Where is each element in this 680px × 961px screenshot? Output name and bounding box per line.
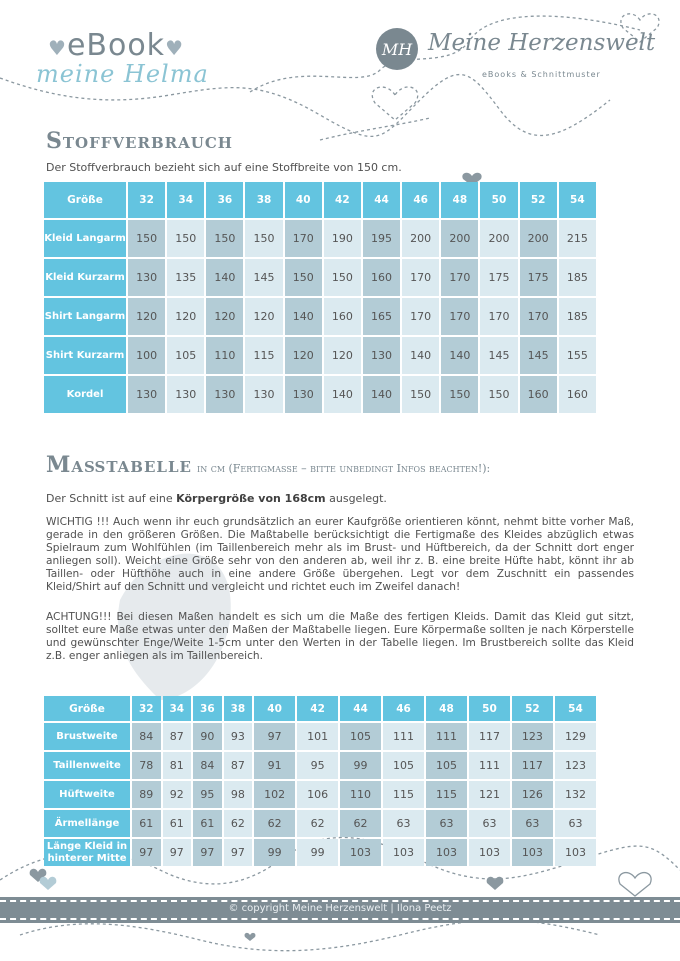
table-row <box>44 259 596 296</box>
masstabelle-title: Maßtabelle <box>46 452 192 478</box>
table-cell: 140 <box>441 337 478 374</box>
table-row <box>44 752 596 779</box>
table-cell: 200 <box>520 220 557 257</box>
size-header-cell: 52 <box>512 696 553 721</box>
table-cell: 105 <box>340 723 381 750</box>
brand-tagline: eBooks & Schnittmuster <box>482 70 601 79</box>
table-cell: 111 <box>383 723 424 750</box>
table-cell: 150 <box>402 376 439 413</box>
table-cell: 90 <box>193 723 222 750</box>
table-cell: 62 <box>254 810 295 837</box>
table-cell: 91 <box>254 752 295 779</box>
size-header-cell: 52 <box>520 182 557 218</box>
table-cell: 170 <box>480 298 517 335</box>
row-label: Hüftweite <box>44 781 130 808</box>
table-cell: 130 <box>245 376 282 413</box>
table-cell: 63 <box>426 810 467 837</box>
row-label: Taillenweite <box>44 752 130 779</box>
size-header-cell: 40 <box>285 182 322 218</box>
table-cell: 62 <box>340 810 381 837</box>
ebook-label: eBook <box>66 28 166 63</box>
row-label: Shirt Langarm <box>44 298 126 335</box>
table-cell: 115 <box>245 337 282 374</box>
table-cell: 150 <box>441 376 478 413</box>
table-cell: 130 <box>363 337 400 374</box>
size-header-cell: 42 <box>324 182 361 218</box>
size-header-cell: 36 <box>206 182 243 218</box>
table-row <box>44 337 596 374</box>
table-cell: 93 <box>224 723 253 750</box>
table-cell: 111 <box>426 723 467 750</box>
table-cell: 155 <box>559 337 596 374</box>
table-cell: 130 <box>128 259 165 296</box>
table-row <box>44 839 596 866</box>
table-cell: 97 <box>224 839 253 866</box>
table-cell: 150 <box>167 220 204 257</box>
table-cell: 120 <box>245 298 282 335</box>
brand-name: Meine Herzenswelt <box>428 30 656 56</box>
row-label: Kleid Langarm <box>44 220 126 257</box>
table-cell: 123 <box>512 723 553 750</box>
table-cell: 97 <box>163 839 192 866</box>
table-cell: 95 <box>297 752 338 779</box>
table-cell: 215 <box>559 220 596 257</box>
table-cell: 97 <box>254 723 295 750</box>
table-cell: 92 <box>163 781 192 808</box>
table-cell: 81 <box>163 752 192 779</box>
table-cell: 63 <box>469 810 510 837</box>
size-header-cell: 48 <box>441 182 478 218</box>
wichtig-paragraph: WICHTIG !!! Auch wenn ihr euch grundsätzlich an eurer Kaufgröße orientieren könnt, nehmt bitte vorher Maß, gerade in den größeren Größen. Die Maßtabelle berücksichtigt die Fertigmaße des Kleides abzüglich etwas Spielraum zum Wohlfühlen (im Taillenbereich mehr als im Brust- und Hüftbereich, da der Schnitt dort enger anliegen soll). Weicht eine Größe sehr von den anderen ab, weil ihr z. B. eine breite Hüfte habt, könnt ihr ab Taillen- oder Hüfthöhe auch in eine andere Größe übergehen. Legt vor dem Zuschnitt ein passendes Kleid/Shirt auf den Schnitt und vergleicht und richtet euch im Zweifel danach! <box>46 516 634 593</box>
size-header-cell: 50 <box>480 182 517 218</box>
table-cell: 115 <box>426 781 467 808</box>
size-header-cell: 36 <box>193 696 222 721</box>
stoffverbrauch-title: Stoffverbrauch <box>46 128 233 154</box>
table-cell: 195 <box>363 220 400 257</box>
table-cell: 78 <box>132 752 161 779</box>
size-header-cell: 46 <box>402 182 439 218</box>
table-row <box>44 723 596 750</box>
table-cell: 99 <box>254 839 295 866</box>
table-cell: 135 <box>167 259 204 296</box>
table-cell: 160 <box>559 376 596 413</box>
achtung-paragraph: ACHTUNG!!! Bei diesen Maßen handelt es sich um die Maße des fertigen Kleids. Damit das Kleid gut sitzt, solltet eure Maße etwas unter den Maßen der Maßtabelle liegen. Eure Körpermaße sollten je nach Körperstelle und gewünschter Enge/Weite 1-5cm unter den Werten in der Tabelle liegen. Im Brustbereich sollte das Kleid z.B. enger anliegen als im Taillenbereich. <box>46 611 634 662</box>
table-cell: 120 <box>167 298 204 335</box>
table-cell: 185 <box>559 259 596 296</box>
heart-icon: ♥ <box>48 36 67 60</box>
table-row <box>44 220 596 257</box>
table-cell: 170 <box>285 220 322 257</box>
table-cell: 95 <box>193 781 222 808</box>
table-cell: 140 <box>402 337 439 374</box>
copyright-icon: © <box>228 903 239 914</box>
size-header-cell: 44 <box>363 182 400 218</box>
size-header-cell: 46 <box>383 696 424 721</box>
table-cell: 160 <box>324 298 361 335</box>
table-cell: 140 <box>206 259 243 296</box>
table-cell: 103 <box>426 839 467 866</box>
table-cell: 145 <box>520 337 557 374</box>
table-cell: 150 <box>285 259 322 296</box>
table-cell: 63 <box>555 810 596 837</box>
size-header-cell: 44 <box>340 696 381 721</box>
table-cell: 63 <box>512 810 553 837</box>
table-row <box>44 376 596 413</box>
table-cell: 101 <box>297 723 338 750</box>
table-cell: 62 <box>297 810 338 837</box>
size-header-cell: 38 <box>224 696 253 721</box>
table-cell: 61 <box>163 810 192 837</box>
stoffverbrauch-table <box>42 180 598 415</box>
table-cell: 105 <box>167 337 204 374</box>
table-cell: 117 <box>469 723 510 750</box>
table-cell: 185 <box>559 298 596 335</box>
table-cell: 120 <box>285 337 322 374</box>
footer-stitch-top <box>0 900 680 902</box>
size-header-cell: 32 <box>132 696 161 721</box>
table-cell: 140 <box>324 376 361 413</box>
table-cell: 130 <box>128 376 165 413</box>
size-header-label: Größe <box>44 696 130 721</box>
table-cell: 170 <box>441 298 478 335</box>
table-cell: 123 <box>555 752 596 779</box>
table-cell: 170 <box>402 298 439 335</box>
table-cell: 105 <box>426 752 467 779</box>
table-cell: 110 <box>206 337 243 374</box>
table-cell: 132 <box>555 781 596 808</box>
row-label: Kordel <box>44 376 126 413</box>
table-cell: 103 <box>469 839 510 866</box>
table-cell: 105 <box>383 752 424 779</box>
masstabelle-note: in cm (Fertigmaße – bitte unbedingt Infos beachten!): <box>197 462 491 475</box>
size-header-cell: 54 <box>559 182 596 218</box>
table-cell: 120 <box>324 337 361 374</box>
table-cell: 61 <box>132 810 161 837</box>
table-cell: 150 <box>206 220 243 257</box>
table-cell: 120 <box>206 298 243 335</box>
table-cell: 103 <box>383 839 424 866</box>
table-cell: 170 <box>402 259 439 296</box>
table-cell: 103 <box>512 839 553 866</box>
brand-logo-icon: MH <box>376 28 418 70</box>
body-height: Körpergröße von 168cm <box>176 492 326 505</box>
table-row <box>44 810 596 837</box>
table-cell: 63 <box>383 810 424 837</box>
table-cell: 200 <box>441 220 478 257</box>
ebook-title <box>48 28 184 63</box>
table-cell: 150 <box>245 220 282 257</box>
table-cell: 130 <box>206 376 243 413</box>
footer-stitch-bottom <box>0 918 680 920</box>
row-label: Länge Kleid in hinterer Mitte <box>44 839 130 866</box>
row-label: Shirt Kurzarm <box>44 337 126 374</box>
row-label: Ärmellänge <box>44 810 130 837</box>
table-cell: 106 <box>297 781 338 808</box>
table-cell: 200 <box>402 220 439 257</box>
table-cell: 126 <box>512 781 553 808</box>
table-cell: 117 <box>512 752 553 779</box>
table-cell: 99 <box>297 839 338 866</box>
table-cell: 100 <box>128 337 165 374</box>
table-cell: 175 <box>480 259 517 296</box>
pattern-name: meine Helma <box>36 60 209 88</box>
table-cell: 150 <box>480 376 517 413</box>
heart-icon: ♥ <box>165 36 184 60</box>
table-cell: 103 <box>555 839 596 866</box>
table-cell: 103 <box>340 839 381 866</box>
table-cell: 165 <box>363 298 400 335</box>
masstabelle-table <box>42 694 598 868</box>
table-cell: 102 <box>254 781 295 808</box>
table-cell: 97 <box>132 839 161 866</box>
size-header-cell: 40 <box>254 696 295 721</box>
table-cell: 121 <box>469 781 510 808</box>
table-cell: 115 <box>383 781 424 808</box>
table-row <box>44 298 596 335</box>
table-cell: 170 <box>520 298 557 335</box>
masstabelle-heading <box>46 452 490 478</box>
footer-copyright <box>0 903 680 914</box>
table-cell: 160 <box>520 376 557 413</box>
size-header-cell: 38 <box>245 182 282 218</box>
table-cell: 87 <box>163 723 192 750</box>
size-header-label: Größe <box>44 182 126 218</box>
table-cell: 99 <box>340 752 381 779</box>
row-label: Kleid Kurzarm <box>44 259 126 296</box>
table-cell: 140 <box>285 298 322 335</box>
table-cell: 111 <box>469 752 510 779</box>
size-header-cell: 34 <box>163 696 192 721</box>
table-cell: 145 <box>480 337 517 374</box>
table-cell: 140 <box>363 376 400 413</box>
table-cell: 170 <box>441 259 478 296</box>
table-cell: 175 <box>520 259 557 296</box>
table-cell: 130 <box>167 376 204 413</box>
table-cell: 98 <box>224 781 253 808</box>
table-cell: 62 <box>224 810 253 837</box>
table-cell: 150 <box>128 220 165 257</box>
table-cell: 129 <box>555 723 596 750</box>
row-label: Brustweite <box>44 723 130 750</box>
size-header-cell: 48 <box>426 696 467 721</box>
table-cell: 89 <box>132 781 161 808</box>
stoffverbrauch-note: Der Stoffverbrauch bezieht sich auf eine Stoffbreite von 150 cm. <box>46 161 402 174</box>
size-header-cell: 42 <box>297 696 338 721</box>
size-header-cell: 54 <box>555 696 596 721</box>
table-cell: 120 <box>128 298 165 335</box>
size-header-cell: 32 <box>128 182 165 218</box>
body-size-intro: Der Schnitt ist auf eine Körpergröße von 168cm ausgelegt. <box>46 492 387 505</box>
size-header-cell: 34 <box>167 182 204 218</box>
size-header-cell: 50 <box>469 696 510 721</box>
table-cell: 110 <box>340 781 381 808</box>
table-cell: 160 <box>363 259 400 296</box>
table-cell: 84 <box>193 752 222 779</box>
table-cell: 97 <box>193 839 222 866</box>
table-cell: 145 <box>245 259 282 296</box>
table-cell: 61 <box>193 810 222 837</box>
copyright-text: copyright Meine Herzenswelt | Ilona Peetz <box>241 903 452 914</box>
table-cell: 150 <box>324 259 361 296</box>
table-cell: 87 <box>224 752 253 779</box>
table-cell: 130 <box>285 376 322 413</box>
table-cell: 200 <box>480 220 517 257</box>
table-cell: 190 <box>324 220 361 257</box>
table-row <box>44 781 596 808</box>
table-cell: 84 <box>132 723 161 750</box>
